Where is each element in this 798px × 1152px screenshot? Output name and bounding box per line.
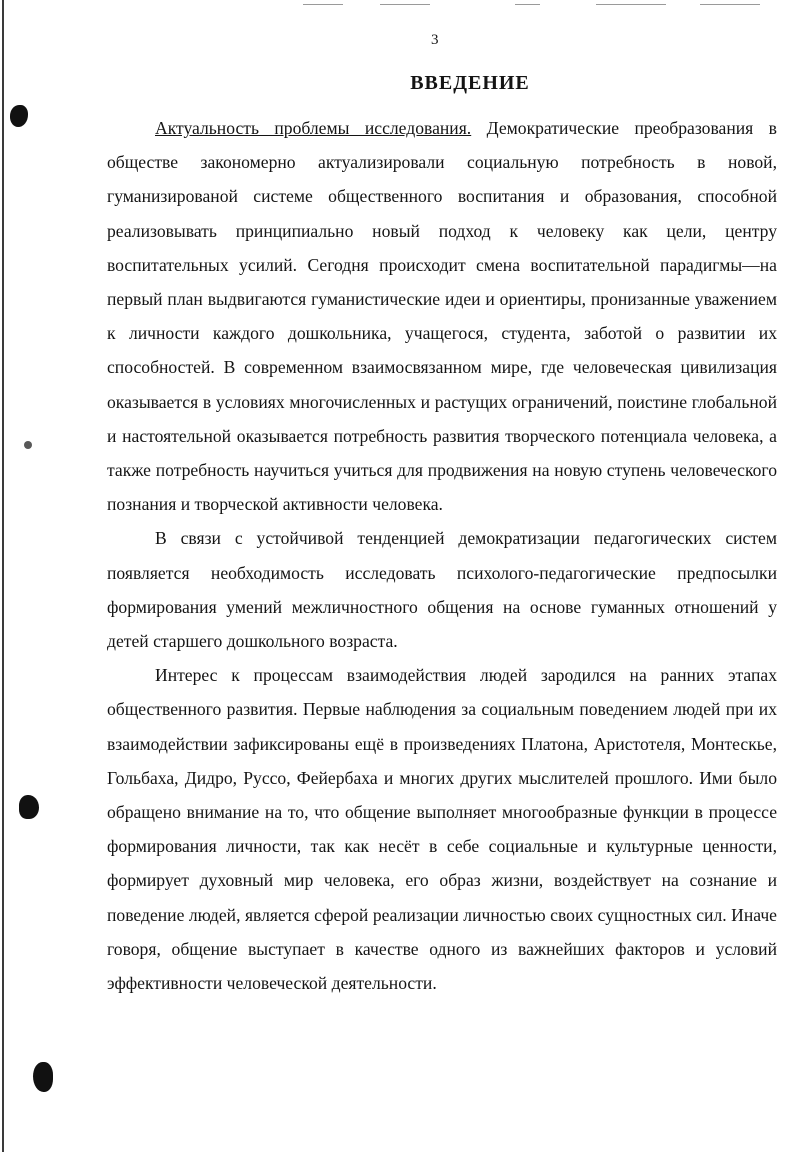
page-number: 3 bbox=[431, 32, 439, 48]
paragraph: В связи с устойчивой тенденцией демократизации педагогических систем появляется необходимость исследовать психолого-педагогические предпосылки формирования умений межличностного общения на основе гуманных отношений у детей старшего дошкольного возраста. bbox=[107, 528, 777, 652]
scan-top-rule bbox=[596, 4, 666, 5]
hole-punch-mark bbox=[33, 1062, 53, 1092]
paragraph: Интерес к процессам взаимодействия людей зародился на ранних этапах общественного развития. Первые наблюдения за социальным поведением людей при их взаимодействии зафиксированы ещё в произведениях Платона, Аристотеля, Монтескье, Гольбаха, Дидро, Руссо, Фейербаха и многих других мыслителей прошлого. Ими было обращено внимание на то, что общение выполняет многообразные функции в процессе формирования личности, так как несёт в себе социальные и культурные ценности, формирует духовный мир человека, его образ жизни, воздействует на сознание и поведение людей, является сферой реализации личностью своих сущностных сил. Иначе говоря, общение выступает в качестве одного из важнейших факторов и условий эффективности человеческой деятельности. bbox=[107, 665, 777, 994]
scan-top-rule bbox=[380, 4, 430, 5]
hole-punch-mark bbox=[10, 105, 28, 127]
scan-speck bbox=[24, 441, 32, 449]
scan-top-rule bbox=[700, 4, 760, 5]
hole-punch-mark bbox=[19, 795, 39, 819]
scan-top-rule bbox=[515, 4, 540, 5]
page-title: ВВЕДЕНИЕ bbox=[410, 72, 530, 94]
paragraph-text: Демократические преобразования в обществе закономерно актуализировали социальную потребность в новой, гуманизированой системе общественного воспитания и образования, способной реализовывать принципиально новый подход к человеку как цели, центру воспитательных усилий. Сегодня происходит смена воспитательной парадигмы—на первый план выдвигаются гуманистические идеи и ориентиры, пронизанные уважением к личности каждого дошкольника, учащегося, студента, заботой о развитии их способностей. В современном взаимосвязанном мире, где человеческая цивилизация оказывается в условиях многочисленных и растущих ограничений, поистине глобальной и настоятельной оказывается потребность развития творческого потенциала человека, а также потребность научиться учиться для продвижения на новую ступень человеческого познания и творческой активности человека. bbox=[107, 118, 777, 515]
paragraph bbox=[107, 111, 777, 521]
document-body bbox=[107, 111, 777, 1000]
scan-left-edge bbox=[2, 0, 4, 1152]
section-label: Актуальность проблемы исследования. bbox=[155, 118, 472, 138]
scan-top-rule bbox=[303, 4, 343, 5]
